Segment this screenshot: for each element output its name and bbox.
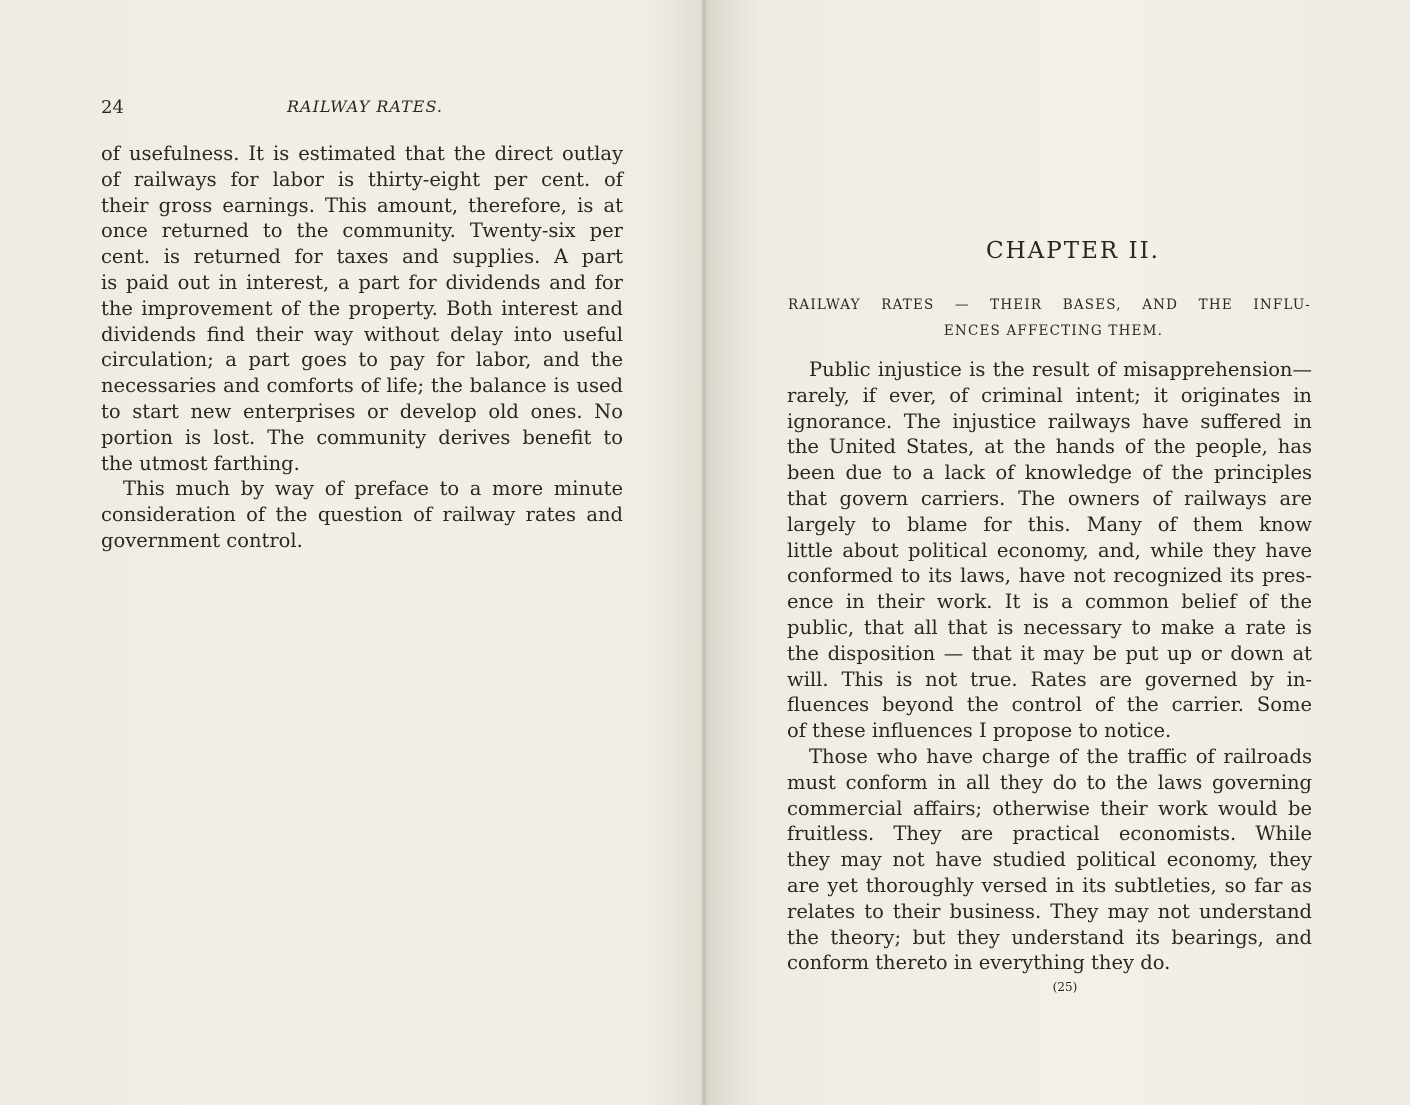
text-line: largely to blame for this. Many of them know <box>787 512 1312 536</box>
text-line: their gross earnings. This amount, therefore, is at <box>101 193 623 217</box>
left-page <box>0 0 703 1105</box>
text-line: of these influences I propose to notice. <box>787 719 1172 743</box>
text-line: consideration of the question of railway rates and <box>101 503 623 527</box>
text-line: once returned to the community. Twenty-six per <box>101 219 623 243</box>
text-line: of railways for labor is thirty-eight per cent. of <box>101 167 623 191</box>
text-line: rarely, if ever, of criminal intent; it originates in <box>787 383 1312 407</box>
text-line: This much by way of preface to a more minute <box>123 477 623 501</box>
text-line: necessaries and comforts of life; the balance is used <box>101 374 623 398</box>
chapter-subtitle-line: RAILWAY RATES — THEIR BASES, AND THE INFLU- <box>788 297 1311 313</box>
right-page <box>706 0 1410 1105</box>
page-number: 24 <box>101 97 124 118</box>
text-line: little about political economy, and, while they have <box>787 538 1312 562</box>
text-line: conformed to its laws, have not recognized its pres- <box>787 564 1312 588</box>
text-line: been due to a lack of knowledge of the principles <box>787 461 1312 485</box>
running-title: RAILWAY RATES. <box>287 97 443 116</box>
text-line: are yet thoroughly versed in its subtleties, so far as <box>787 873 1312 897</box>
text-line: Those who have charge of the traffic of railroads <box>809 744 1312 768</box>
text-line: fluences beyond the control of the carrier. Some <box>787 693 1312 717</box>
text-line: that govern carriers. The owners of railways are <box>787 486 1312 510</box>
text-line: the utmost farthing. <box>101 451 300 475</box>
text-line: is paid out in interest, a part for dividends and for <box>101 270 623 294</box>
text-line: they may not have studied political economy, they <box>787 848 1312 872</box>
folio-page-number: (25) <box>1052 980 1078 994</box>
text-line: public, that all that is necessary to make a rate is <box>787 615 1312 639</box>
text-line: commercial affairs; otherwise their work would be <box>787 796 1312 820</box>
text-line: relates to their business. They may not understand <box>787 899 1312 923</box>
text-line: cent. is returned for taxes and supplies. A part <box>101 245 623 269</box>
text-line: dividends find their way without delay into useful <box>101 322 623 346</box>
text-line: the improvement of the property. Both interest and <box>101 296 623 320</box>
text-line: ignorance. The injustice railways have suffered in <box>787 409 1312 433</box>
text-line: to start new enterprises or develop old ones. No <box>101 399 623 423</box>
book-gutter <box>703 0 705 1105</box>
text-line: Public injustice is the result of misapprehension— <box>809 358 1312 381</box>
text-line: portion is lost. The community derives benefit to <box>101 425 623 449</box>
chapter-subtitle-line: ENCES AFFECTING THEM. <box>943 323 1164 339</box>
text-line: of usefulness. It is estimated that the direct outlay <box>101 142 623 165</box>
chapter-title: CHAPTER II. <box>986 238 1160 264</box>
text-line: the United States, at the hands of the people, has <box>787 435 1312 459</box>
text-line: ence in their work. It is a common belief of the <box>787 590 1312 614</box>
text-line: the theory; but they understand its bearings, and <box>787 925 1312 949</box>
text-line: the disposition — that it may be put up or down at <box>787 641 1312 665</box>
left-body-text <box>101 141 623 554</box>
text-line: circulation; a part goes to pay for labor, and the <box>101 348 623 372</box>
text-line: government control. <box>101 528 303 552</box>
chapter-subtitle <box>788 292 1311 344</box>
text-line: conform thereto in everything they do. <box>787 951 1171 975</box>
running-head <box>101 97 623 123</box>
text-line: will. This is not true. Rates are governed by in- <box>787 667 1312 691</box>
right-body-text <box>787 357 1312 976</box>
text-line: must conform in all they do to the laws governing <box>787 770 1312 794</box>
text-line: fruitless. They are practical economists. While <box>787 822 1312 846</box>
